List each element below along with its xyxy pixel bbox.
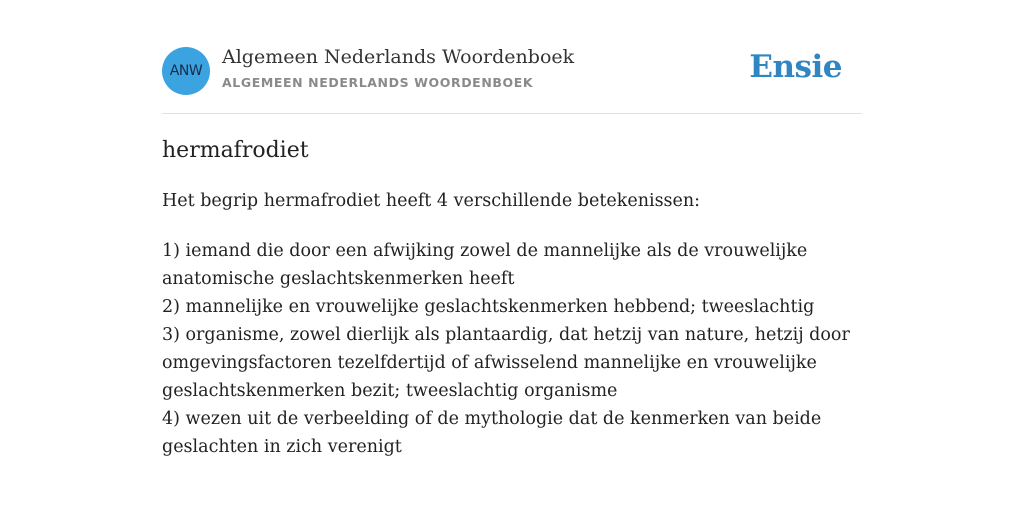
headword: hermafrodiet (162, 138, 309, 163)
definition-list (162, 237, 852, 461)
ensie-logo[interactable]: Ensie (749, 49, 842, 85)
anw-logo[interactable] (162, 47, 210, 95)
source-title[interactable]: Algemeen Nederlands Woordenboek (222, 46, 575, 68)
anw-logo-text: ANW (169, 63, 203, 79)
source-subtitle: ALGEMEEN NEDERLANDS WOORDENBOEK (222, 75, 534, 90)
definition-2: 2) mannelijke en vrouwelijke geslachtskenmerken hebbend; tweeslachtig (162, 297, 815, 317)
definition-1: 1) iemand die door een afwijking zowel de mannelijke als de vrouwelijke anatomische geslachtskenmerken heeft (162, 241, 808, 289)
intro-text: Het begrip hermafrodiet heeft 4 verschillende betekenissen: (162, 191, 701, 211)
definition-3: 3) organisme, zowel dierlijk als plantaardig, dat hetzij van nature, hetzij door omgevingsfactoren tezelfdertijd of afwisselend mannelijke en vrouwelijke geslachtskenmerken bezit; tweeslachtig organisme (162, 325, 850, 401)
source-header (162, 45, 862, 114)
definition-4: 4) wezen uit de verbeelding of de mythologie dat de kenmerken van beide geslachten in zich verenigt (162, 409, 822, 457)
